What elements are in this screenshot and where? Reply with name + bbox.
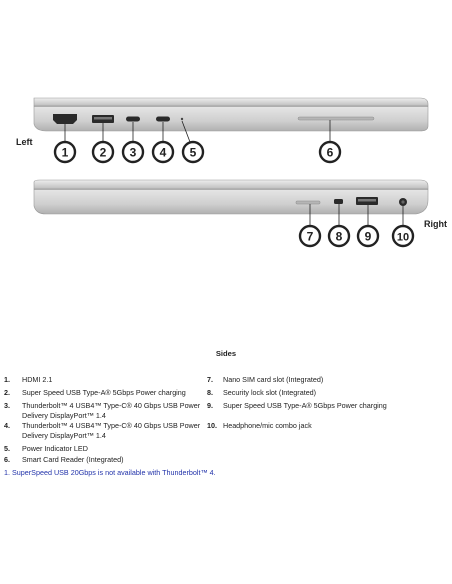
callout-10: 10 [396, 231, 410, 244]
left-side-view [34, 98, 428, 142]
callout-7: 7 [306, 229, 314, 244]
legend-text: Power Indicator LED [22, 444, 88, 453]
callout-6: 6 [326, 145, 334, 160]
legend-text: Nano SIM card slot (Integrated) [223, 375, 324, 384]
legend-text: Super Speed USB Type-A® 5Gbps Power charging [22, 388, 186, 397]
legend-num: 10. [207, 421, 217, 430]
legend-num: 8. [207, 388, 213, 397]
legend-num: 1. [4, 375, 10, 384]
legend-text: Security lock slot (Integrated) [223, 388, 317, 397]
legend-text: Delivery DisplayPort™ 1.4 [22, 410, 106, 420]
lock-slot [334, 199, 343, 204]
smart-card-slot [298, 117, 374, 120]
usb-c-port-2 [156, 117, 170, 122]
legend-text: Thunderbolt™ 4 USB4™ Type-C® 40 Gbps USB Power [22, 401, 201, 410]
callout-1: 1 [61, 145, 69, 160]
callout-4: 4 [159, 145, 167, 160]
right-side-view [34, 180, 428, 226]
legend-text: HDMI 2.1 [22, 375, 53, 384]
legend-text: Super Speed USB Type-A® 5Gbps Power charging [223, 401, 387, 410]
legend-num: 2. [4, 388, 10, 397]
sides-heading: Sides [215, 349, 237, 358]
legend-num: 7. [207, 375, 213, 384]
callout-2: 2 [99, 145, 107, 160]
legend-num: 4. [4, 421, 10, 430]
legend-text: Smart Card Reader (Integrated) [22, 455, 124, 464]
legend-text: Headphone/mic combo jack [223, 421, 312, 430]
callout-5: 5 [189, 145, 197, 160]
usb-c-port-1 [126, 117, 140, 122]
legend-text: Thunderbolt™ 4 USB4™ Type-C® 40 Gbps USB Power [22, 421, 201, 430]
legend-text: Delivery DisplayPort™ 1.4 [22, 430, 106, 440]
right-label: Right [424, 219, 447, 229]
legend-num: 6. [4, 455, 10, 464]
callout-9: 9 [364, 229, 372, 244]
power-led [181, 118, 183, 120]
legend-num: 9. [207, 401, 213, 410]
sim-slot [296, 201, 320, 204]
left-label: Left [16, 137, 33, 147]
legend-col-1 [4, 375, 209, 465]
footnote: 1. SuperSpeed USB 20Gbps is not available with Thunderbolt™ 4. [4, 468, 216, 477]
legend-num: 5. [4, 444, 10, 453]
hdmi-port [53, 114, 77, 124]
callout-8: 8 [335, 229, 343, 244]
legend-col-2 [207, 375, 449, 445]
callout-3: 3 [129, 145, 137, 160]
legend-num: 3. [4, 401, 10, 410]
